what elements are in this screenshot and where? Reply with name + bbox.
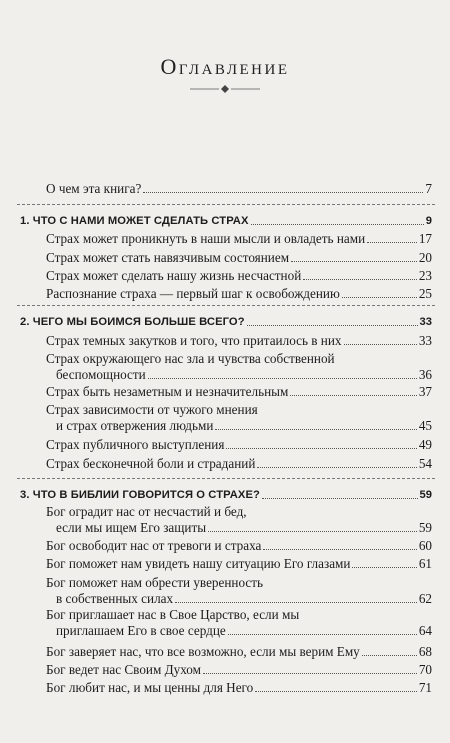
entry-title: 2. ЧЕГО МЫ БОИМСЯ БОЛЬШЕ ВСЕГО? — [20, 316, 245, 328]
dot-leader — [344, 344, 417, 345]
toc-entry — [46, 456, 432, 472]
dot-leader — [262, 498, 418, 499]
page-number: 60 — [418, 538, 432, 553]
entry-title: Страх может проникнуть в наши мысли и овладеть нами — [46, 231, 366, 246]
chapter-heading — [20, 487, 432, 503]
page-number: 59 — [418, 520, 432, 535]
entry-title: Бог освободит нас от тревоги и страха — [46, 538, 262, 553]
page-number: 33 — [418, 333, 432, 348]
entry-title: и страх отвержения людьми — [56, 418, 214, 433]
dot-leader — [148, 378, 417, 379]
page-number: 9 — [425, 215, 432, 227]
toc-entry — [46, 402, 432, 434]
dot-leader — [143, 192, 423, 193]
toc-entry — [46, 333, 432, 349]
entry-title: Страх бесконечной боли и страданий — [46, 456, 256, 471]
dot-leader — [303, 279, 417, 280]
toc-entry — [46, 607, 432, 639]
page-number: 59 — [419, 489, 432, 501]
toc-entry — [46, 556, 432, 572]
dot-leader — [291, 261, 417, 262]
page-number: 33 — [419, 316, 432, 328]
dot-leader — [257, 467, 416, 468]
entry-title: если мы ищем Его защиты — [56, 520, 207, 535]
ornament-divider — [0, 84, 450, 94]
toc-entry — [46, 181, 432, 197]
page-number: 70 — [418, 662, 432, 677]
page-number: 23 — [418, 268, 432, 283]
entry-title: беспомощности — [56, 367, 146, 382]
dot-leader — [342, 297, 417, 298]
toc-entry — [46, 644, 432, 660]
chapter-heading — [20, 213, 432, 229]
entry-title: Бог любит нас, и мы ценны для Него — [46, 680, 254, 695]
entry-title: Страх окружающего нас зла и чувства собственной — [46, 351, 335, 366]
dot-leader — [367, 242, 417, 243]
dot-leader — [352, 567, 416, 568]
entry-title: Распознание страха — первый шаг к освобождению — [46, 286, 340, 301]
page-number: 49 — [418, 437, 432, 452]
page-number: 68 — [418, 644, 432, 659]
entry-title: Страх темных закутков и того, что притаилось в них — [46, 333, 342, 348]
page-number: 36 — [418, 367, 432, 382]
section-divider — [17, 478, 435, 479]
dot-leader — [290, 395, 416, 396]
dot-leader — [228, 634, 417, 635]
entry-title: Бог ведет нас Своим Духом — [46, 662, 201, 677]
page-number: 64 — [418, 623, 432, 638]
dot-leader — [362, 655, 417, 656]
entry-title: Бог поможет нам увидеть нашу ситуацию Его глазами — [46, 556, 351, 571]
page-number: 17 — [418, 231, 432, 246]
entry-title: Страх быть незаметным и незначительным — [46, 384, 289, 399]
entry-title: 3. ЧТО В БИБЛИИ ГОВОРИТСЯ О СТРАХЕ? — [20, 489, 260, 501]
dot-leader — [208, 531, 417, 532]
entry-title: Бог заверяет нас, что все возможно, если мы верим Ему — [46, 644, 360, 659]
toc-entry — [46, 384, 432, 400]
dot-leader — [263, 549, 416, 550]
page-number: 61 — [418, 556, 432, 571]
page-number: 54 — [418, 456, 432, 471]
page-number: 45 — [418, 418, 432, 433]
dot-leader — [255, 691, 417, 692]
page-number: 7 — [425, 181, 432, 196]
entry-title: в собственных силах — [56, 591, 174, 606]
toc-entry — [46, 538, 432, 554]
entry-title: 1. ЧТО С НАМИ МОЖЕТ СДЕЛАТЬ СТРАХ — [20, 215, 249, 227]
section-divider — [17, 305, 435, 306]
dot-leader — [251, 224, 424, 225]
entry-title: Страх может стать навязчивым состоянием — [46, 250, 290, 265]
toc-entry — [46, 575, 432, 607]
dot-leader — [247, 325, 418, 326]
toc-entry — [46, 250, 432, 266]
page-title: Оглавление — [160, 54, 290, 79]
toc-entry — [46, 504, 432, 536]
entry-title: Бог поможет нам обрести уверенность — [46, 575, 264, 590]
dot-leader — [215, 429, 416, 430]
entry-title: О чем эта книга? — [46, 181, 142, 196]
dot-leader — [226, 448, 416, 449]
toc-entry — [46, 662, 432, 678]
chapter-heading — [20, 314, 432, 330]
page-number: 62 — [418, 591, 432, 606]
toc-entry — [46, 286, 432, 302]
dot-leader — [203, 673, 417, 674]
entry-title: Страх может сделать нашу жизнь несчастной — [46, 268, 302, 283]
entry-title: приглашаем Его в свое сердце — [56, 623, 226, 638]
section-divider — [17, 204, 435, 205]
entry-title: Бог приглашает нас в Свое Царство, если мы — [46, 607, 300, 622]
toc-entry — [46, 268, 432, 284]
entry-title: Страх зависимости от чужого мнения — [46, 402, 258, 417]
entry-title: Бог оградит нас от несчастий и бед, — [46, 504, 247, 519]
page-number: 71 — [418, 680, 432, 695]
page-number: 37 — [418, 384, 432, 399]
toc-entry — [46, 680, 432, 696]
entry-title: Страх публичного выступления — [46, 437, 225, 452]
page-number: 25 — [418, 286, 432, 301]
toc-entry — [46, 437, 432, 453]
dot-leader — [175, 602, 417, 603]
toc-entry — [46, 351, 432, 383]
page-number: 20 — [418, 250, 432, 265]
toc-entry — [46, 231, 432, 247]
